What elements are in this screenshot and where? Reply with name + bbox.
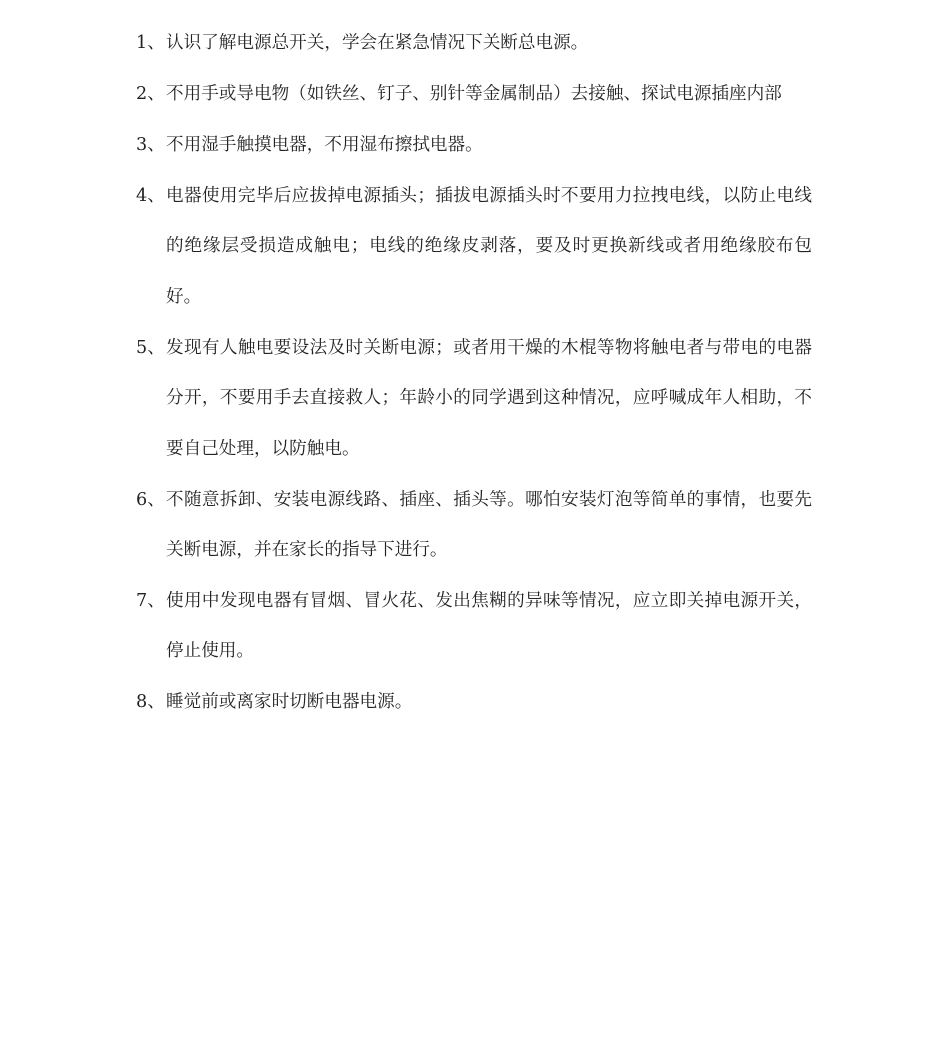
safety-rules-list: [136, 18, 812, 728]
item-number: 2、: [136, 84, 165, 104]
item-number: 6、: [136, 489, 165, 510]
list-item: [136, 69, 812, 119]
item-number: 3、: [136, 135, 165, 155]
item-text: 不用湿手触摸电器，不用湿布擦拭电器。: [166, 135, 483, 155]
item-text: 发现有人触电要设法及时关断电源；或者用干燥的木棍等物将触电者与带电的电器分开，不要用手去直接救人；年龄小的同学遇到这种情况，应呼喊成年人相助，不要自己处理，以防触电。: [166, 337, 812, 459]
item-number: 7、: [136, 591, 165, 612]
list-item: [136, 171, 812, 322]
item-number: 5、: [136, 337, 165, 358]
item-text: 认识了解电源总开关，学会在紧急情况下关断总电源。: [166, 33, 589, 53]
item-text: 不随意拆卸、安装电源线路、插座、插头等。哪怕安装灯泡等简单的事情，也要先关断电源，并在家长的指导下进行。: [166, 489, 812, 561]
list-item: [136, 18, 812, 68]
item-text: 使用中发现电器有冒烟、冒火花、发出焦糊的异味等情况，应立即关掉电源开关，停止使用。: [166, 591, 812, 662]
item-number: 8、: [136, 692, 165, 713]
list-item: [136, 576, 812, 677]
list-item: [136, 677, 812, 727]
list-item: [136, 120, 812, 170]
list-item: [136, 475, 812, 576]
item-number: 1、: [136, 33, 165, 53]
item-text: 睡觉前或离家时切断电器电源。: [166, 692, 413, 713]
item-text: 不用手或导电物（如铁丝、钉子、别针等金属制品）去接触、探试电源插座内部: [166, 84, 782, 104]
item-number: 4、: [136, 186, 165, 206]
item-text: 电器使用完毕后应拔掉电源插头；插拔电源插头时不要用力拉拽电线，以防止电线的绝缘层受损造成触电；电线的绝缘皮剥落，要及时更换新线或者用绝缘胶布包好。: [166, 186, 812, 307]
list-item: [136, 323, 812, 474]
